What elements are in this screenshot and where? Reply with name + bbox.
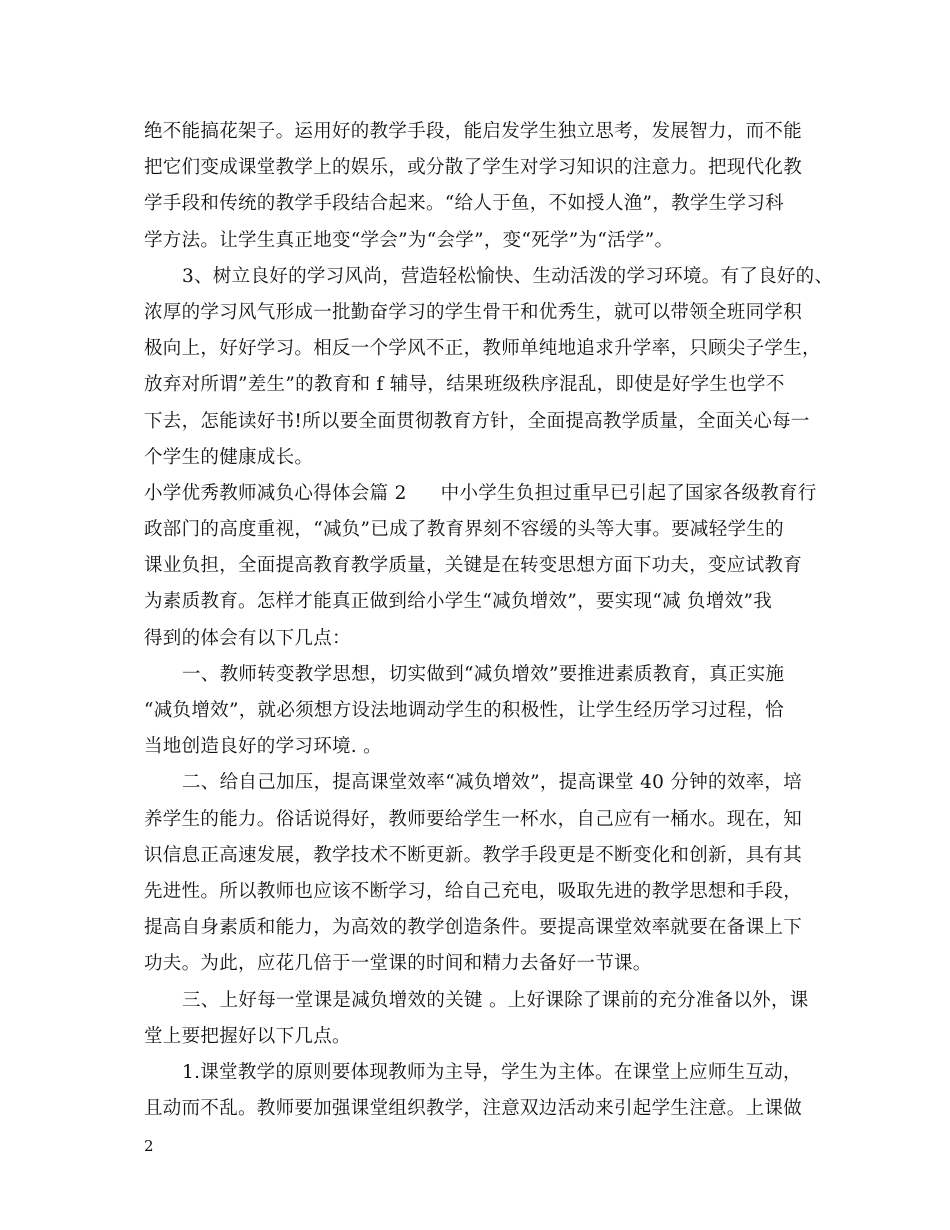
text-line: 为素质教育。怎样才能真正做到给小学生“减负增效”，要实现“减 负增效”我: [144, 591, 773, 613]
text-line: 绝不能搞花架子。运用好的教学手段，能启发学生独立思考，发展智力，而不能: [144, 121, 803, 142]
text-line: 放弃对所谓”差生”的教育和 f 辅导，结果班级秩序混乱，即使是好学生也学不: [144, 374, 785, 396]
text-line: 个学生的健康成长。: [144, 446, 314, 468]
text-line: 学方法。让学生真正地变“学会”为“会学”，变“死学”为“活学”。: [144, 229, 674, 251]
text-line: “减负增效”，就必须想方设法地调动学生的积极性，让学生经历学习过程，恰: [144, 700, 784, 721]
paragraph-start-line: 3、树立良好的学习风尚，营造轻松愉快、生动活泼的学习环境。有了良好的、: [182, 265, 834, 287]
text-line: 当地创造良好的学习环境. 。: [144, 736, 382, 758]
section-first-text: 中小学生负担过重早已引起了国家各级教育行: [440, 482, 817, 504]
text-line: 识信息正高速发展，教学技术不断更新。教学手段更是不断变化和创新，具有其: [144, 844, 803, 866]
section-title: 小学优秀教师减负心得体会篇 2: [144, 482, 407, 504]
paragraph-start-line: 1.课堂教学的原则要体现教师为主导，学生为主体。在课堂上应师生互动，: [182, 1061, 802, 1083]
text-line: 把它们变成课堂教学上的娱乐，或分散了学生对学习知识的注意力。把现代化教: [144, 157, 803, 179]
paragraph-start-line: 二、给自己加压，提高课堂效率“减负增效”，提高课堂 40 分钟的效率，培: [182, 772, 803, 794]
text-line: 得到的体会有以下几点：: [144, 627, 351, 649]
page-number: 2: [144, 1137, 154, 1155]
text-line: 浓厚的学习风气形成一批勤奋学习的学生骨干和优秀生，就可以带领全班同学积: [144, 301, 803, 323]
text-line: 政部门的高度重视，“减负”已成了教育界刻不容缓的头等大事。要减轻学生的: [144, 519, 784, 541]
document-body: [144, 114, 834, 1127]
text-line: 提高自身素质和能力，为高效的教学创造条件。要提高课堂效率就要在备课上下: [144, 917, 803, 939]
paragraph-start-line: 一、教师转变教学思想，切实做到“减负增效”要推进素质教育，真正实施: [182, 663, 785, 685]
text-line: 学手段和传统的教学手段结合起来。“给人于鱼，不如授人渔”，教学生学习科: [144, 193, 784, 215]
text-line: 课业负担，全面提高教育教学质量，关键是在转变思想方面下功夫，变应试教育: [144, 555, 803, 577]
text-line: 下去，怎能读好书!所以要全面贯彻教育方针，全面提高教学质量，全面关心每一: [144, 410, 810, 432]
text-line: 先进性。所以教师也应该不断学习，给自己充电，吸取先进的教学思想和手段，: [144, 880, 803, 902]
text-line: 养学生的能力。俗话说得好，教师要给学生一杯水，自己应有一桶水。现在，知: [144, 808, 803, 830]
text-line: 堂上要把握好以下几点。: [144, 1025, 351, 1047]
paragraph-start-line: 三、上好每一堂课是减负增效的关键 。上好课除了课前的充分准备以外，课: [182, 989, 809, 1011]
text-line: 且动而不乱。教师要加强课堂组织教学，注意双边活动来引起学生注意。上课做: [144, 1098, 803, 1120]
text-line: 极向上，好好学习。相反一个学风不正，教师单纯地追求升学率，只顾尖子学生，: [144, 338, 821, 360]
section-title-line: [144, 476, 817, 512]
text-line: 功夫。为此，应花几倍于一堂课的时间和精力去备好一节课。: [144, 953, 652, 975]
